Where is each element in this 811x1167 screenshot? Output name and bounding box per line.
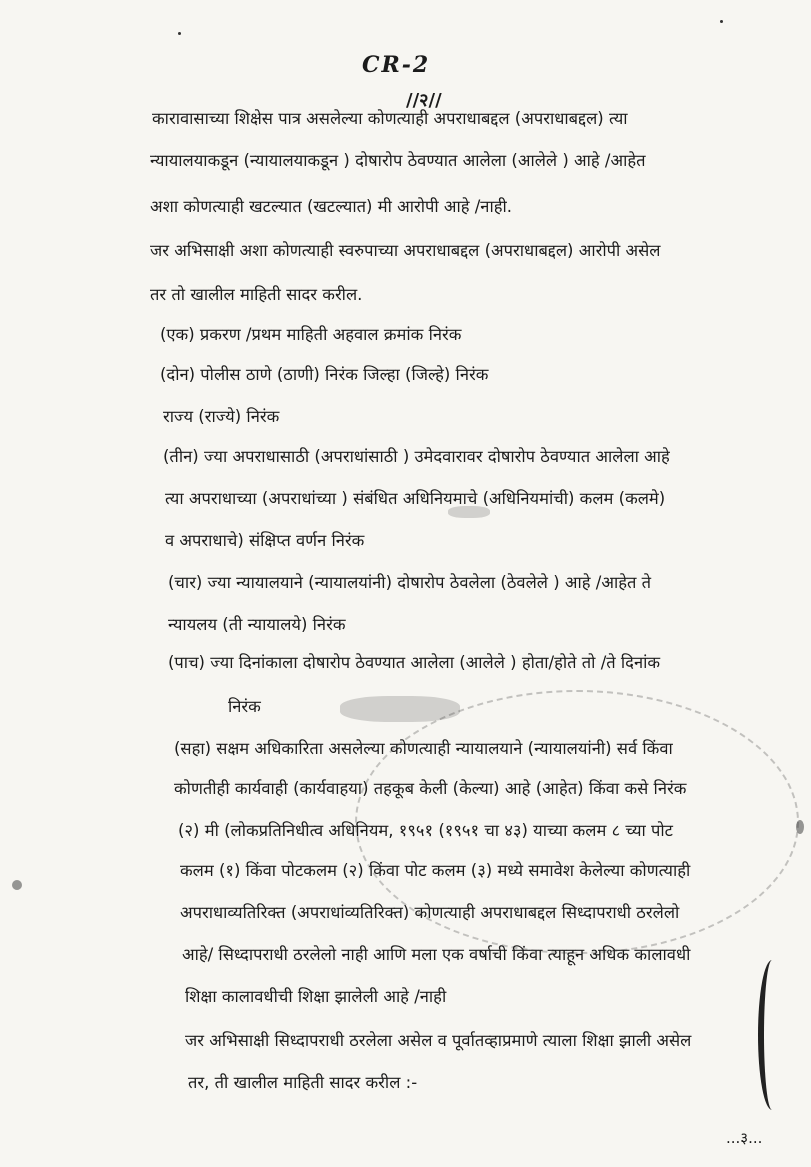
text-line: न्यायलय (ती न्यायालये) निरंक xyxy=(168,615,346,634)
text-line: जर अभिसाक्षी सिध्दापराधी ठरलेला असेल व पूर्वातव्हाप्रमाणे त्याला शिक्षा झाली असेल xyxy=(185,1031,692,1050)
text-line: तर, ती खालील माहिती सादर करील :- xyxy=(188,1073,418,1092)
speck xyxy=(178,32,181,35)
text-line: कलम (१) किंवा पोटकलम (२) किंवा पोट कलम (३) मध्ये समावेश केलेल्या कोणत्याही xyxy=(180,861,691,880)
text-line: (पाच) ज्या दिनांकाला दोषारोप ठेवण्यात आलेला (आलेले ) होता/होते तो /ते दिनांक xyxy=(168,653,661,672)
text-line: अशा कोणत्याही खटल्यात (खटल्यात) मी आरोपी आहे /नाही. xyxy=(150,197,512,216)
text-line: (दोन) पोलीस ठाणे (ठाणी) निरंक जिल्हा (जिल्हे) निरंक xyxy=(160,365,489,384)
text-line: अपराधाव्यतिरिक्त (अपराधांव्यतिरिक्त) कोणत्याही अपराधाबद्दल सिध्दापराधी ठरलेलो xyxy=(180,903,680,922)
text-line: राज्य (राज्ये) निरंक xyxy=(163,407,280,426)
text-line: निरंक xyxy=(228,697,261,716)
speck xyxy=(796,820,804,834)
page-marker: //२// xyxy=(406,90,442,111)
text-line: जर अभिसाक्षी अशा कोणत्याही स्वरुपाच्या अपराधाबद्दल (अपराधाबद्दल) आरोपी असेल xyxy=(150,241,661,260)
speck xyxy=(12,880,22,890)
text-line: न्यायालयाकडून (न्यायालयाकडून ) दोषारोप ठेवण्यात आलेला (आलेले ) आहे /आहेत xyxy=(150,151,646,170)
text-line: कोणतीही कार्यवाही (कार्यवाहया) तहकूब केली (केल्या) आहे (आहेत) किंवा कसे निरंक xyxy=(174,779,687,798)
smudge xyxy=(340,696,460,722)
text-line: कारावासाच्या शिक्षेस पात्र असलेल्या कोणत्याही अपराधाबद्दल (अपराधाबद्दल) त्या xyxy=(152,109,628,128)
continuation-marker: ...३... xyxy=(726,1129,763,1147)
signature-mark xyxy=(758,960,786,1110)
text-line: (एक) प्रकरण /प्रथम माहिती अहवाल क्रमांक निरंक xyxy=(160,325,462,344)
text-line: त्या अपराधाच्या (अपराधांच्या ) संबंधित अधिनियमाचे (अधिनियमांची) कलम (कलमे) xyxy=(165,489,666,508)
text-line: (चार) ज्या न्यायालयाने (न्यायालयांनी) दोषारोप ठेवलेला (ठेवलेले ) आहे /आहेत ते xyxy=(168,573,652,592)
text-line: (सहा) सक्षम अधिकारिता असलेल्या कोणत्याही न्यायालयाने (न्यायालयांनी) सर्व किंवा xyxy=(174,739,673,758)
text-line: तर तो खालील माहिती सादर करील. xyxy=(150,285,363,304)
text-line: (तीन) ज्या अपराधासाठी (अपराधांसाठी ) उमेदवारावर दोषारोप ठेवण्यात आलेला आहे xyxy=(163,447,670,466)
smudge xyxy=(448,506,490,518)
speck xyxy=(720,20,723,23)
text-line: व अपराधाचे) संक्षिप्त वर्णन निरंक xyxy=(165,531,365,550)
text-line: शिक्षा कालावधीची शिक्षा झालेली आहे /नाही xyxy=(185,987,447,1006)
text-line: (२) मी (लोकप्रतिनिधीत्व अधिनियम, १९५१ (१९५१ चा ४३) याच्या कलम ८ च्या पोट xyxy=(178,821,674,840)
text-line: आहे/ सिध्दापराधी ठरलेलो नाही आणि मला एक वर्षाची किंवा त्याहून अधिक कालावधी xyxy=(182,945,691,964)
handwritten-note: CR-2 xyxy=(362,52,431,78)
